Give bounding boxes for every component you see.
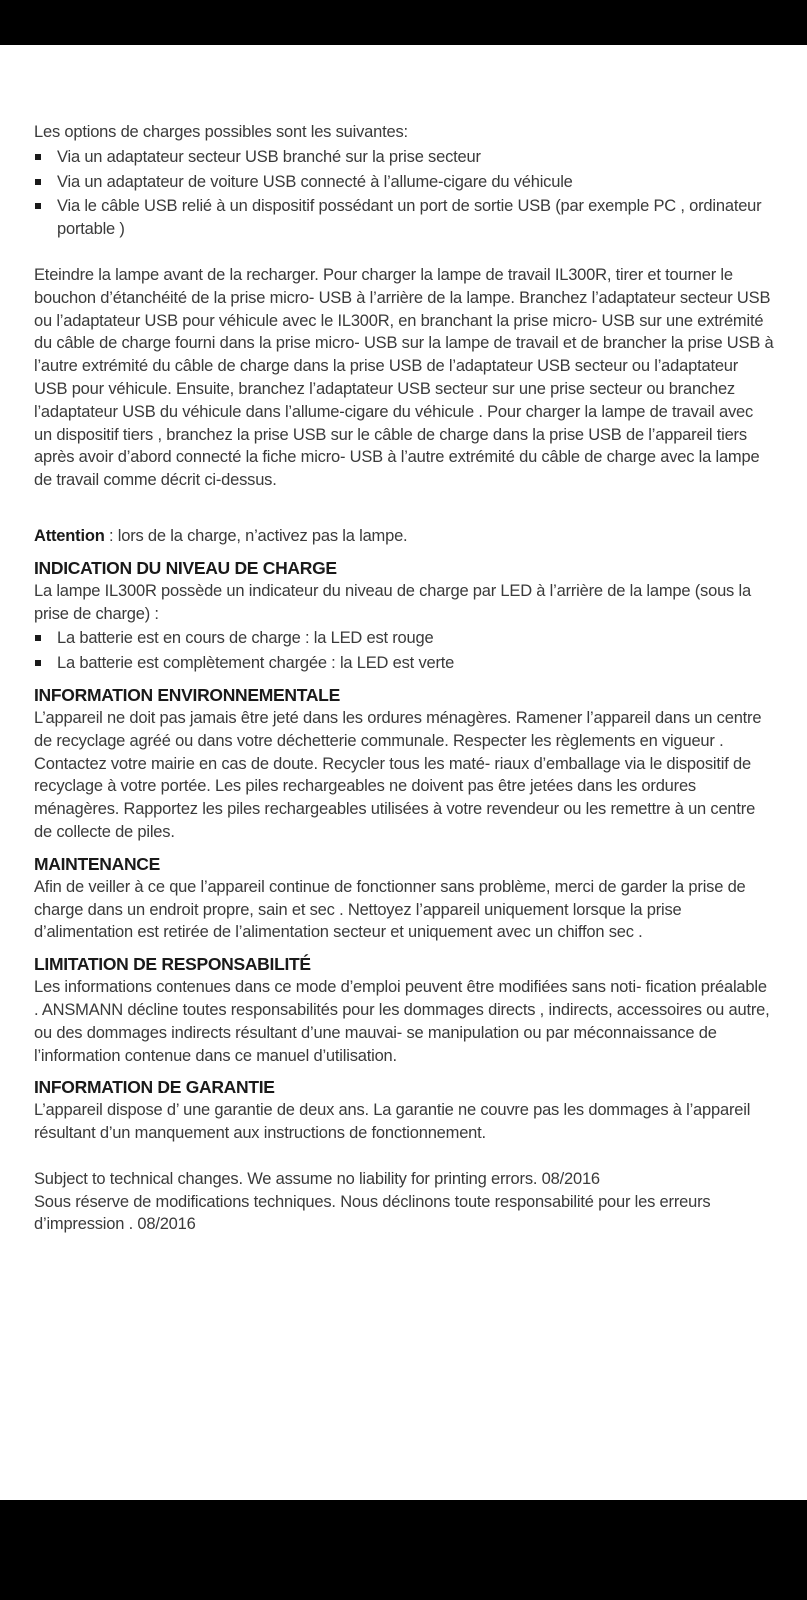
spacer xyxy=(34,492,774,525)
document-body xyxy=(34,121,774,1236)
attention-label: Attention xyxy=(34,526,105,545)
charge-level-heading: INDICATION DU NIVEAU DE CHARGE xyxy=(34,557,337,578)
spacer xyxy=(34,241,774,264)
maintenance-heading: MAINTENANCE xyxy=(34,853,161,874)
environment-heading: INFORMATION ENVIRONNEMENTALE xyxy=(34,684,340,705)
charging-instructions-paragraph: Eteindre la lampe avant de la recharger. Pour charger la lampe de travail IL300R, tirer et tourner le bouchon d’étanchéité de la prise micro- USB à l’arrière de la lampe. Branchez l’adaptateur secteur USB ou l’adaptateur USB pour véhicule avec le IL300R, en branchant la prise micro- USB sur une extrémité du câble de charge fourni dans la prise micro- USB sur la lampe de travail et de brancher la prise USB à l’autre extrémité du câble de charge dans la prise USB de l’adaptateur USB secteur ou l’adaptateur USB pour véhicule. Ensuite, branchez l’adaptateur USB secteur sur une prise secteur ou branchez l’adaptateur USB du véhicule dans l’allume-cigare du véhicule . Pour charger la lampe de travail avec un dispositif tiers , branchez la prise USB sur le câble de charge dans la prise USB de l’appareil tiers après avoir d’abord connecté la fiche micro- USB à l’autre extrémité du câble de charge avec la lampe de travail comme décrit ci-dessus. xyxy=(34,265,774,490)
list-item: Via un adaptateur secteur USB branché sur la prise secteur xyxy=(34,146,774,169)
list-item: La batterie est complètement chargée : la LED est verte xyxy=(34,652,774,675)
charging-options-heading: Les options de charges possibles sont les suivantes: xyxy=(34,123,408,141)
attention-text: : lors de la charge, n’activez pas la lampe. xyxy=(104,526,408,545)
list-item: Via le câble USB relié à un dispositif possédant un port de sortie USB (par exemple PC , ordinateur portable ) xyxy=(34,195,774,241)
warranty-text: L’appareil dispose d’ une garantie de deux ans. La garantie ne couvre pas les dommages à l’appareil résultant d’un manquement aux instructions de fonctionnement. xyxy=(34,1101,751,1143)
warranty-heading: INFORMATION DE GARANTIE xyxy=(34,1077,275,1098)
list-item: La batterie est en cours de charge : la LED est rouge xyxy=(34,627,774,650)
maintenance-text: Afin de veiller à ce que l’appareil continue de fonctionner sans problème, merci de garder la prise de charge dans un endroit propre, sain et sec . Nettoyez l’appareil uniquement lorsque la prise d’alimentation est retirée de l’alimentation secteur et uniquement avec un chiffon sec . xyxy=(34,877,746,942)
spacer xyxy=(34,1145,774,1168)
environment-text: L’appareil ne doit pas jamais être jeté dans les ordures ménagères. Ramener l’appareil dans un centre de recyclage agréé ou dans votre déchetterie communale. Respecter les règlements en vigueur . Contactez votre mairie en cas de doute. Recycler tous les maté- riaux d’emballage via le dispositif de recyclage à votre portée. Les piles rechargeables ne doivent pas être jetées dans les ordures ménagères. Rapportez les piles rechargeables utilisées à votre revendeur ou les remettre à un centre de collecte de piles. xyxy=(34,708,762,841)
bottom-black-bar xyxy=(0,1500,807,1600)
charging-options-list xyxy=(34,146,774,241)
footer-english-note: Subject to technical changes. We assume no liability for printing errors. 08/2016 xyxy=(34,1169,600,1188)
attention-note xyxy=(34,525,774,548)
footer-french-note: Sous réserve de modifications techniques. Nous déclinons toute responsabilité pour les erreurs d’impression . 08/2016 xyxy=(34,1192,711,1234)
liability-text: Les informations contenues dans ce mode d’emploi peuvent être modifiées sans noti- fication préalable . ANSMANN décline toutes responsabilités pour les dommages directs , indirects, accessoires ou autre, ou des dommages indirects résultant d’une mauvai- se manipulation ou par méconnaissance de l’information contenue dans ce manuel d’utilisation. xyxy=(34,978,770,1065)
liability-heading: LIMITATION DE RESPONSABILITÉ xyxy=(34,954,311,975)
top-black-bar xyxy=(0,0,807,45)
charge-level-list xyxy=(34,627,774,675)
list-item: Via un adaptateur de voiture USB connecté à l’allume-cigare du véhicule xyxy=(34,171,774,194)
charge-level-text: La lampe IL300R possède un indicateur du niveau de charge par LED à l’arrière de la lampe (sous la prise de charge) : xyxy=(34,581,751,623)
